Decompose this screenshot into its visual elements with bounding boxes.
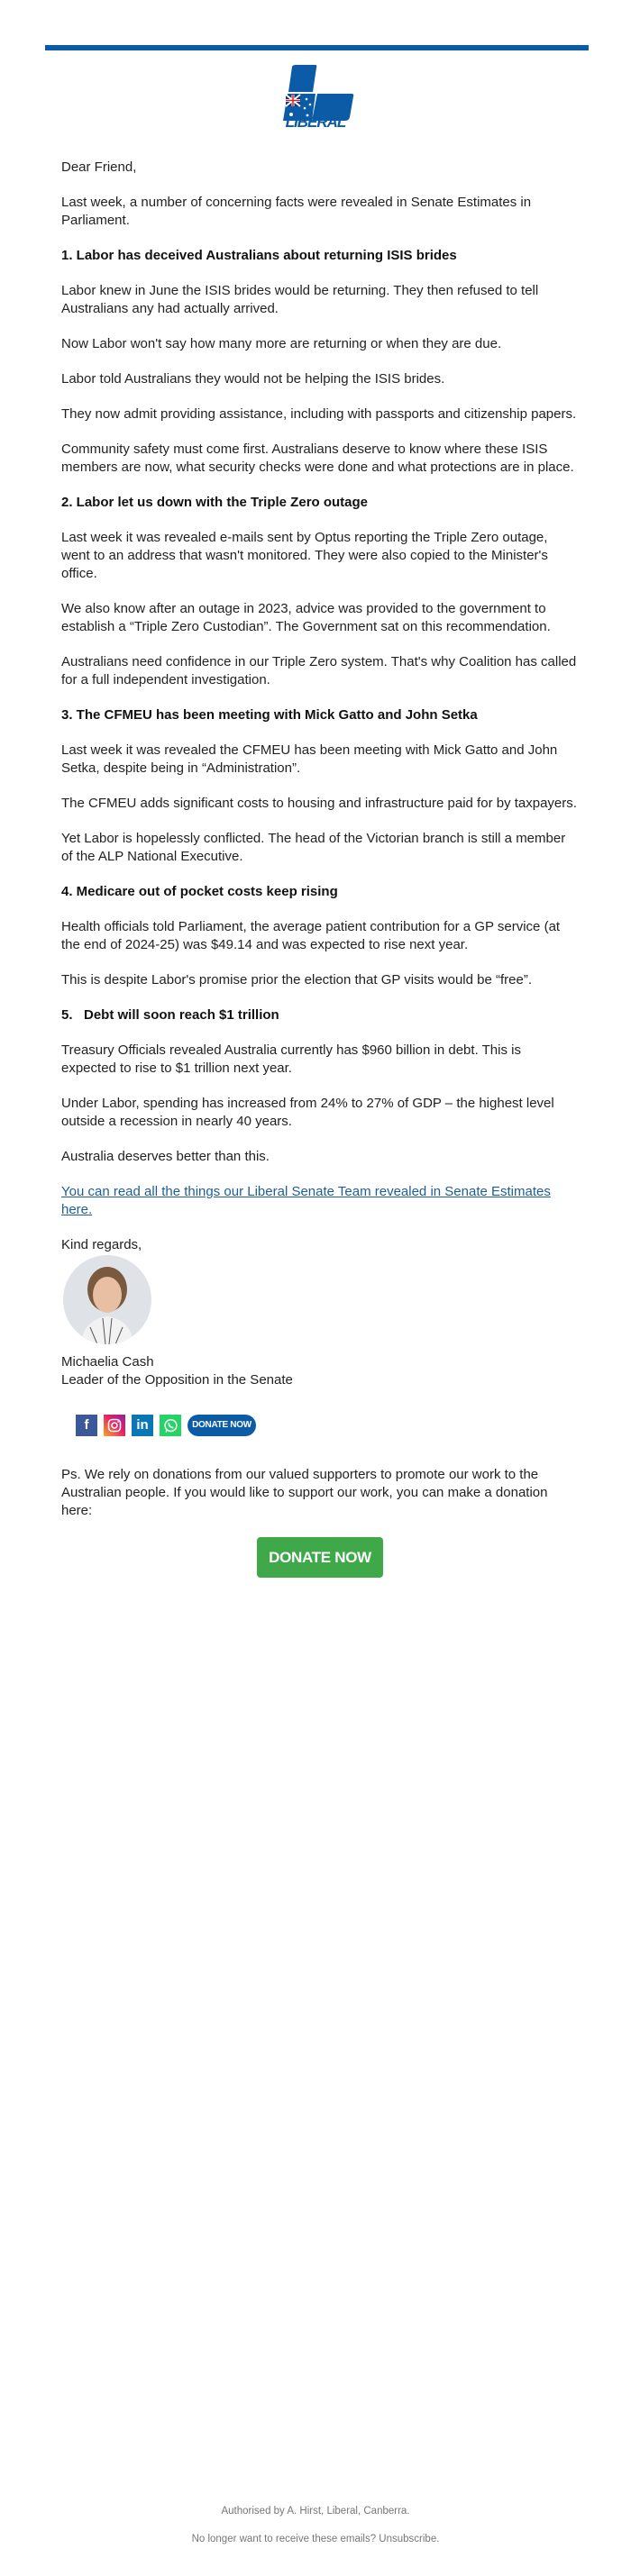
svg-text:LIBERAL: LIBERAL [285, 114, 346, 128]
read-more-link[interactable]: You can read all the things our Liberal Senate Team revealed in Senate Estimates here. [61, 1184, 551, 1217]
donate-pill-button[interactable]: DONATE NOW [187, 1415, 256, 1436]
whatsapp-icon[interactable] [160, 1415, 181, 1436]
linkedin-icon[interactable]: in [132, 1415, 153, 1436]
footer-authorised: Authorised by A. Hirst, Liberal, Canberra. [221, 2506, 410, 2517]
section-heading: 3. The CFMEU has been meeting with Mick Gatto and John Setka [61, 707, 478, 723]
section-paragraph: Now Labor won't say how many more are returning or when they are due. [61, 336, 502, 351]
section-paragraph: Last week it was revealed the CFMEU has been meeting with Mick Gatto and John Setka, despite being in “Administration”. [61, 742, 558, 776]
signature-title: Leader of the Opposition in the Senate [61, 1372, 293, 1388]
sections [61, 247, 579, 1166]
intro: Last week, a number of concerning facts were revealed in Senate Estimates in Parliament. [61, 195, 532, 228]
section-paragraph: Health officials told Parliament, the average patient contribution for a GP service (at the end of 2024-25) was $49.14 and was expected to rise next year. [61, 919, 561, 952]
section-heading: 4. Medicare out of pocket costs keep rising [61, 884, 338, 899]
section-heading: 1. Labor has deceived Australians about returning ISIS brides [61, 248, 457, 263]
section-paragraph: Last week it was revealed e-mails sent by Optus reporting the Triple Zero outage, went to an address that wasn't monitored. They were also copied to the Minister's office. [61, 530, 548, 581]
section-heading: 2. Labor let us down with the Triple Zero outage [61, 495, 369, 510]
section-paragraph: Under Labor, spending has increased from 24% to 27% of GDP – the highest level outside a recession in nearly 40 years. [61, 1096, 554, 1129]
section-paragraph: The CFMEU adds significant costs to housing and infrastructure paid for by taxpayers. [61, 796, 577, 811]
donate-now-button[interactable]: DONATE NOW [257, 1537, 383, 1578]
ps-text: Ps. We rely on donations from our valued supporters to promote our work to the Australian people. If you would like to support our work, you can make a donation here: [61, 1467, 548, 1518]
header-bar [45, 45, 589, 50]
footer-unsubscribe[interactable]: No longer want to receive these emails? Unsubscribe. [191, 2534, 440, 2544]
section-paragraph: Labor knew in June the ISIS brides would be returning. They then refused to tell Australians any had actually arrived. [61, 283, 539, 316]
liberal-logo [279, 65, 355, 128]
avatar [63, 1255, 151, 1344]
social-links [76, 1415, 579, 1436]
email-body [61, 159, 579, 1578]
signature-block [61, 1236, 579, 1389]
section-paragraph: This is despite Labor's promise prior the election that GP visits would be “free”. [61, 972, 532, 988]
instagram-icon[interactable] [104, 1415, 125, 1436]
section-paragraph: Labor told Australians they would not be helping the ISIS brides. [61, 371, 445, 387]
section-paragraph: They now admit providing assistance, including with passports and citizenship papers. [61, 406, 577, 422]
signoff: Kind regards, [61, 1237, 142, 1252]
facebook-icon[interactable]: f [76, 1415, 97, 1436]
section-paragraph: Yet Labor is hopelessly conflicted. The head of the Victorian branch is still a member of the ALP National Executive. [61, 831, 566, 864]
section-paragraph: We also know after an outage in 2023, advice was provided to the government to establish a “Triple Zero Custodian”. The Government sat on this recommendation. [61, 601, 551, 634]
signature-name: Michaelia Cash [61, 1354, 154, 1370]
section-paragraph: Community safety must come first. Australians deserve to know where these ISIS members are now, what security checks were done and what protections are in place. [61, 441, 574, 475]
section-heading: 5. Debt will soon reach $1 trillion [61, 1007, 279, 1023]
section-paragraph: Australians need confidence in our Triple Zero system. That's why Coalition has called for a full independent investigation. [61, 654, 577, 687]
greeting: Dear Friend, [61, 159, 137, 175]
section-paragraph: Treasury Officials revealed Australia currently has $960 billion in debt. This is expected to rise to $1 trillion next year. [61, 1042, 521, 1076]
section-paragraph: Australia deserves better than this. [61, 1149, 270, 1164]
